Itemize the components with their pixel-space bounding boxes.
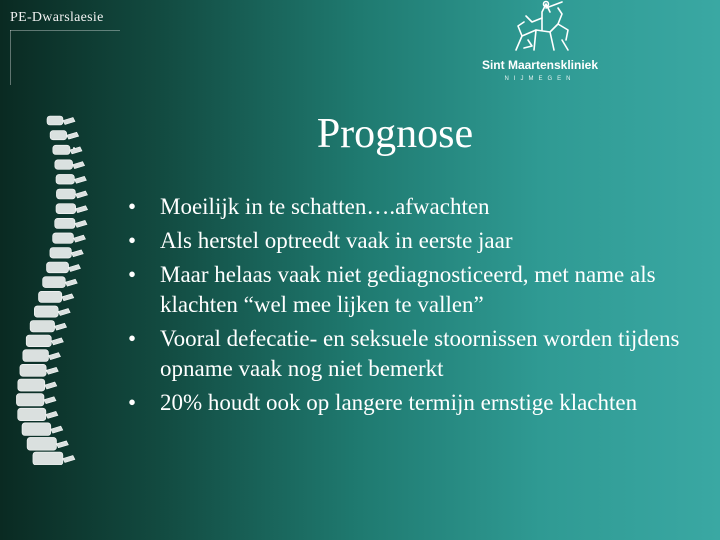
spine-illustration-icon [8, 110, 98, 465]
vertebra-process [74, 235, 86, 242]
vertebra [20, 364, 46, 376]
vertebra-process [75, 220, 87, 227]
vertebra [47, 116, 63, 125]
vertebra [56, 204, 76, 214]
vertebra-process [63, 456, 75, 463]
header-divider-vertical [10, 30, 11, 85]
vertebra [39, 291, 62, 302]
bullet-item [128, 226, 708, 256]
bullet-item [128, 192, 708, 222]
bullet-text: Vooral defecatie- en seksuele stoornissen worden tijdens opname vaak nog niet bemerkt [160, 326, 680, 381]
sint-maartenskliniek-logo [480, 0, 600, 90]
vertebra [50, 131, 67, 140]
bullet-marker: • [128, 228, 137, 253]
vertebra-process [62, 294, 74, 301]
vertebra-process [49, 353, 61, 360]
header-label: PE-Dwarslaesie [10, 10, 104, 25]
vertebra-process [56, 441, 68, 448]
vertebra [23, 350, 49, 362]
bullet-item [128, 324, 708, 384]
vertebra-process [63, 118, 75, 125]
vertebra-process [46, 367, 58, 374]
vertebra-process [46, 411, 58, 418]
vertebra [56, 189, 75, 199]
vertebra [47, 262, 69, 273]
vertebra [53, 233, 74, 243]
vertebra-process [76, 206, 88, 213]
vertebra-process [45, 382, 57, 389]
vertebra-process [74, 176, 86, 183]
vertebra [18, 379, 45, 391]
vertebra-process [73, 162, 85, 169]
vertebra [33, 452, 63, 465]
st-martin-horse-icon [502, 0, 578, 56]
header-divider [10, 30, 120, 31]
bullet-text: 20% houdt ook op langere termijn ernstige klachten [160, 390, 638, 415]
slide-marker: . [72, 136, 76, 153]
vertebra [18, 408, 46, 421]
vertebra [16, 394, 44, 406]
vertebra-process [55, 323, 67, 330]
bullet-marker: • [128, 194, 137, 219]
vertebra-process [51, 426, 63, 433]
vertebra-process [58, 309, 70, 316]
bullet-list [128, 192, 708, 422]
logo-name: Sint Maartenskliniek [481, 58, 599, 72]
bullet-item [128, 388, 708, 418]
vertebra [27, 437, 56, 450]
bullet-item [128, 260, 708, 320]
vertebra [22, 423, 51, 436]
bullet-text: Maar helaas vaak niet gediagnosticeerd, met name als klachten “wel mee lijken te vallen” [160, 262, 656, 317]
vertebra [26, 335, 51, 347]
logo-subtitle: NIJMEGEN [504, 76, 576, 82]
vertebra-process [65, 279, 77, 286]
vertebra [53, 145, 70, 154]
vertebra-process [51, 338, 63, 345]
vertebra-process [71, 250, 83, 257]
vertebra-process [76, 191, 88, 198]
bullet-marker: • [128, 326, 137, 351]
vertebra [43, 277, 66, 288]
vertebra [34, 306, 58, 317]
bullet-text: Moeilijk in te schatten….afwachten [160, 194, 490, 219]
vertebra [56, 174, 74, 184]
bullet-marker: • [128, 262, 137, 287]
vertebra-process [44, 397, 56, 404]
vertebra-process [69, 265, 81, 272]
vertebra [55, 218, 75, 228]
vertebra [55, 160, 73, 170]
vertebra [30, 321, 54, 332]
slide-title: Prognose [316, 111, 474, 157]
bullet-marker: • [128, 390, 137, 415]
bullet-text: Als herstel optreedt vaak in eerste jaar [160, 228, 513, 253]
vertebra [50, 248, 72, 259]
